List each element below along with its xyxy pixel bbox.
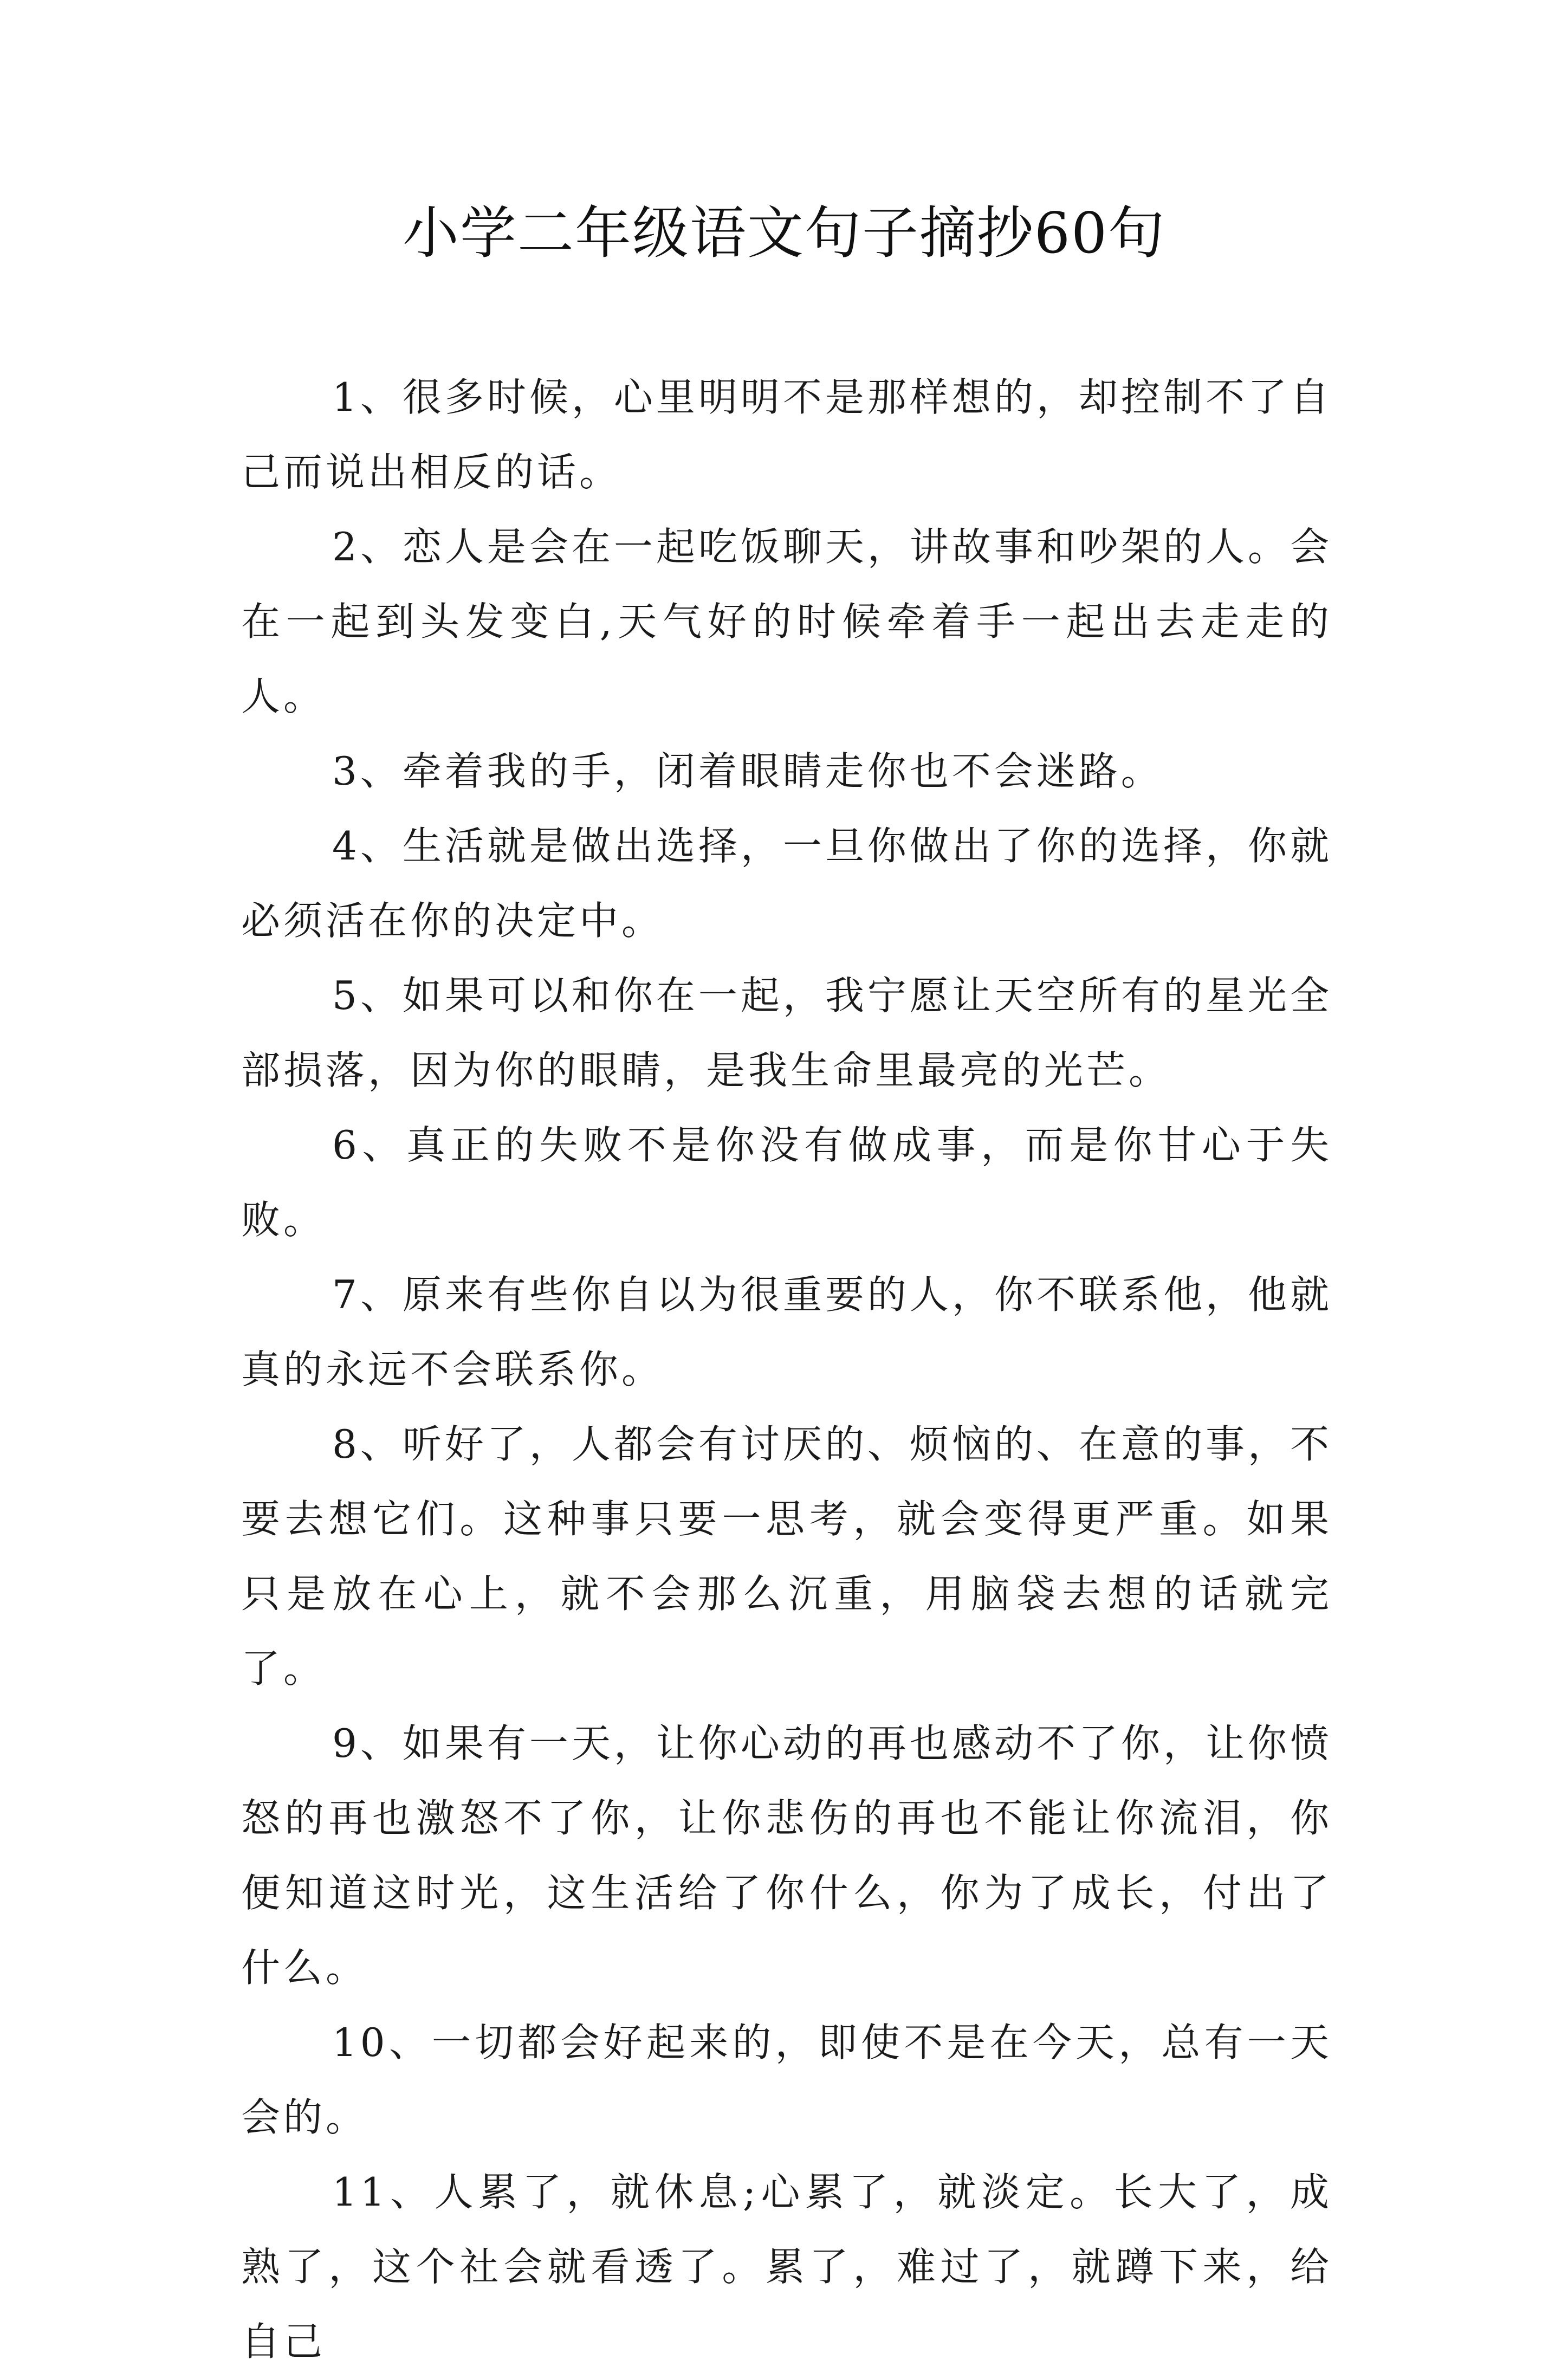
paragraph-2: 2、恋人是会在一起吃饭聊天，讲故事和吵架的人。会在一起到头发变白,天气好的时候牵着手一起出去走走的人。	[241, 524, 1332, 719]
paragraph-10: 10、一切都会好起来的，即使不是在今天，总有一天会的。	[241, 2020, 1332, 2140]
document-body	[241, 360, 1332, 2379]
paragraph-3: 3、牵着我的手，闭着眼睛走你也不会迷路。	[332, 748, 1163, 794]
paragraph-8: 8、听好了，人都会有讨厌的、烦恼的、在意的事，不要去想它们。这种事只要一思考，就会变得更严重。如果只是放在心上，就不会那么沉重，用脑袋去想的话就完了。	[241, 1421, 1332, 1691]
paragraph-4: 4、生活就是做出选择，一旦你做出了你的选择，你就必须活在你的决定中。	[241, 823, 1332, 943]
document-title: 小学二年级语文句子摘抄60句	[402, 200, 1166, 266]
paragraph-5: 5、如果可以和你在一起，我宁愿让天空所有的星光全部损落，因为你的眼睛，是我生命里最亮的光芒。	[241, 973, 1332, 1093]
paragraph-6: 6、真正的失败不是你没有做成事，而是你甘心于失败。	[241, 1122, 1332, 1243]
paragraph-9: 9、如果有一天，让你心动的再也感动不了你，让你愤怒的再也激怒不了你，让你悲伤的再也不能让你流泪，你便知道这时光，这生活给了你什么，你为了成长，付出了什么。	[241, 1721, 1332, 1990]
paragraph-7: 7、原来有些你自以为很重要的人，你不联系他，他就真的永远不会联系你。	[241, 1272, 1332, 1392]
paragraph-1: 1、很多时候，心里明明不是那样想的，却控制不了自己而说出相反的话。	[241, 374, 1332, 495]
paragraph-11: 11、人累了，就休息;心累了，就淡定。长大了，成熟了，这个社会就看透了。累了，难过了，就蹲下来，给自己	[241, 2169, 1332, 2364]
